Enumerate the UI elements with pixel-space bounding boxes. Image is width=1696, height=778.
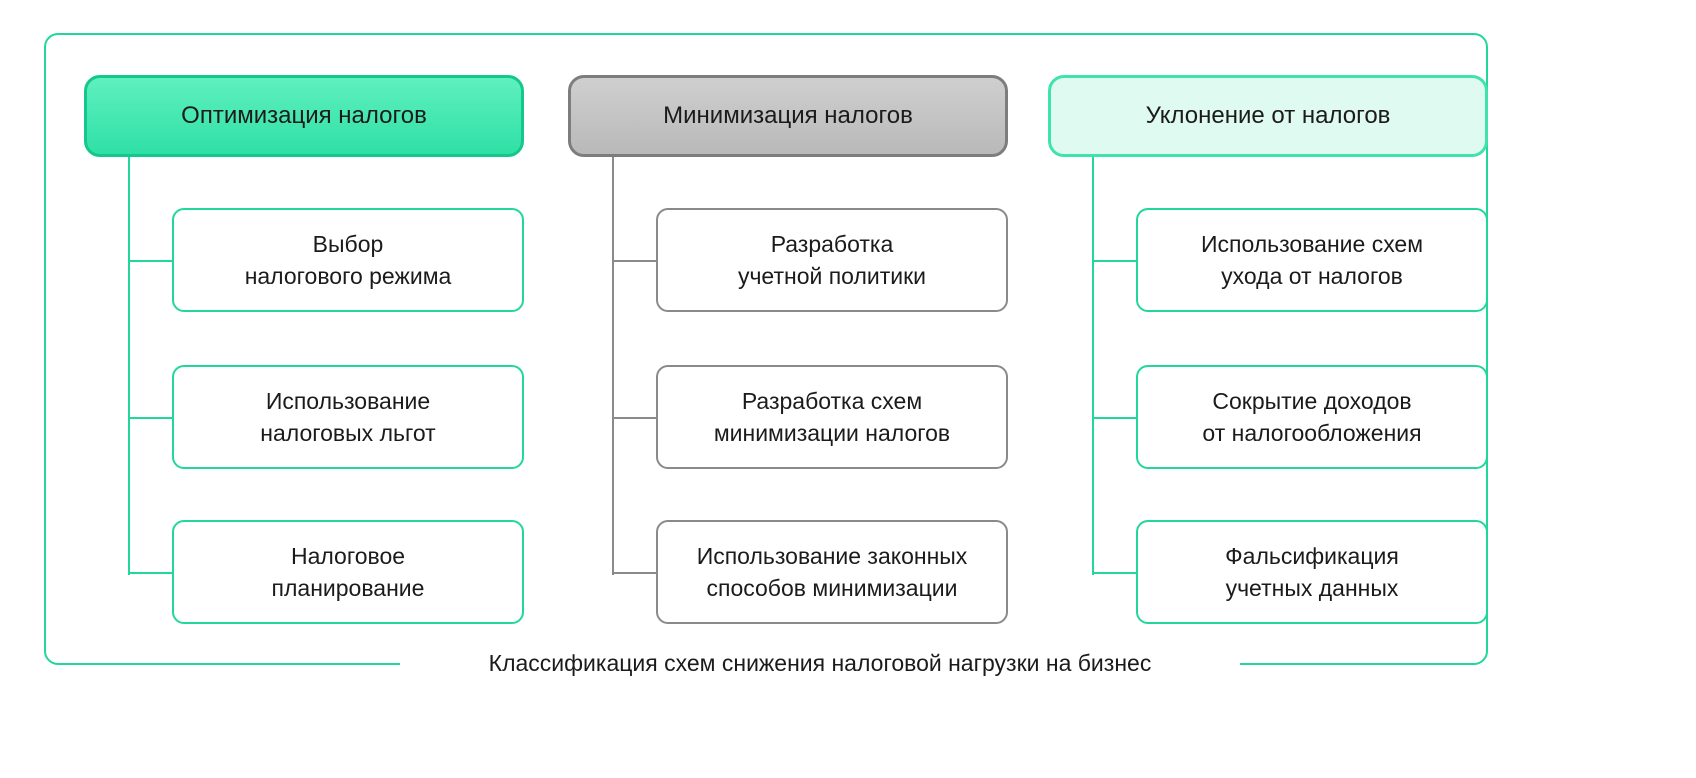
node-label-line1: Разработка — [770, 231, 894, 257]
node-label-line1: Использование схем — [1200, 231, 1424, 257]
node-label-line2: минимизации налогов — [713, 420, 951, 446]
diagram-caption: Классификация схем снижения налоговой нагрузки на бизнес — [488, 650, 1152, 676]
node-label-line2: от налогообложения — [1202, 420, 1422, 446]
node-minimization-2[interactable] — [656, 365, 1008, 469]
node-label-line2: учетной политики — [737, 263, 927, 289]
column-header-label: Оптимизация налогов — [181, 102, 427, 129]
connector-horizontal-minimization-1 — [612, 260, 658, 262]
connector-vertical-minimization — [612, 157, 614, 575]
connector-horizontal-optimization-2 — [128, 417, 174, 419]
connector-horizontal-minimization-3 — [612, 572, 658, 574]
node-label-line2: учетных данных — [1225, 575, 1399, 601]
connector-horizontal-optimization-3 — [128, 572, 174, 574]
node-minimization-1[interactable] — [656, 208, 1008, 312]
node-label-line1: Сокрытие доходов — [1212, 388, 1412, 414]
node-label-line1: Использование законных — [696, 543, 968, 569]
node-minimization-3[interactable] — [656, 520, 1008, 624]
column-header-label: Уклонение от налогов — [1145, 102, 1391, 129]
node-optimization-1[interactable] — [172, 208, 524, 312]
connector-horizontal-evasion-1 — [1092, 260, 1138, 262]
node-label-line2: планирование — [271, 575, 425, 601]
connector-vertical-evasion — [1092, 157, 1094, 575]
node-label-line2: налогового режима — [244, 263, 452, 289]
node-label-line2: налоговых льгот — [260, 420, 436, 446]
column-header-label: Минимизация налогов — [663, 102, 913, 129]
connector-vertical-optimization — [128, 157, 130, 575]
connector-horizontal-evasion-3 — [1092, 572, 1138, 574]
node-label-line1: Выбор — [312, 231, 384, 257]
node-label-line2: ухода от налогов — [1221, 263, 1403, 289]
column-header-minimization[interactable] — [568, 75, 1008, 157]
column-header-evasion[interactable] — [1048, 75, 1488, 157]
connector-horizontal-minimization-2 — [612, 417, 658, 419]
connector-horizontal-evasion-2 — [1092, 417, 1138, 419]
node-label-line2: способов минимизации — [706, 575, 958, 601]
node-evasion-2[interactable] — [1136, 365, 1488, 469]
node-label-line1: Фальсификация — [1225, 543, 1399, 569]
node-optimization-2[interactable] — [172, 365, 524, 469]
node-label-line1: Налоговое — [290, 543, 406, 569]
node-evasion-3[interactable] — [1136, 520, 1488, 624]
node-evasion-1[interactable] — [1136, 208, 1488, 312]
node-label-line1: Использование — [265, 388, 431, 414]
node-label-line1: Разработка схем — [741, 388, 923, 414]
node-optimization-3[interactable] — [172, 520, 524, 624]
column-header-optimization[interactable] — [84, 75, 524, 157]
connector-horizontal-optimization-1 — [128, 260, 174, 262]
